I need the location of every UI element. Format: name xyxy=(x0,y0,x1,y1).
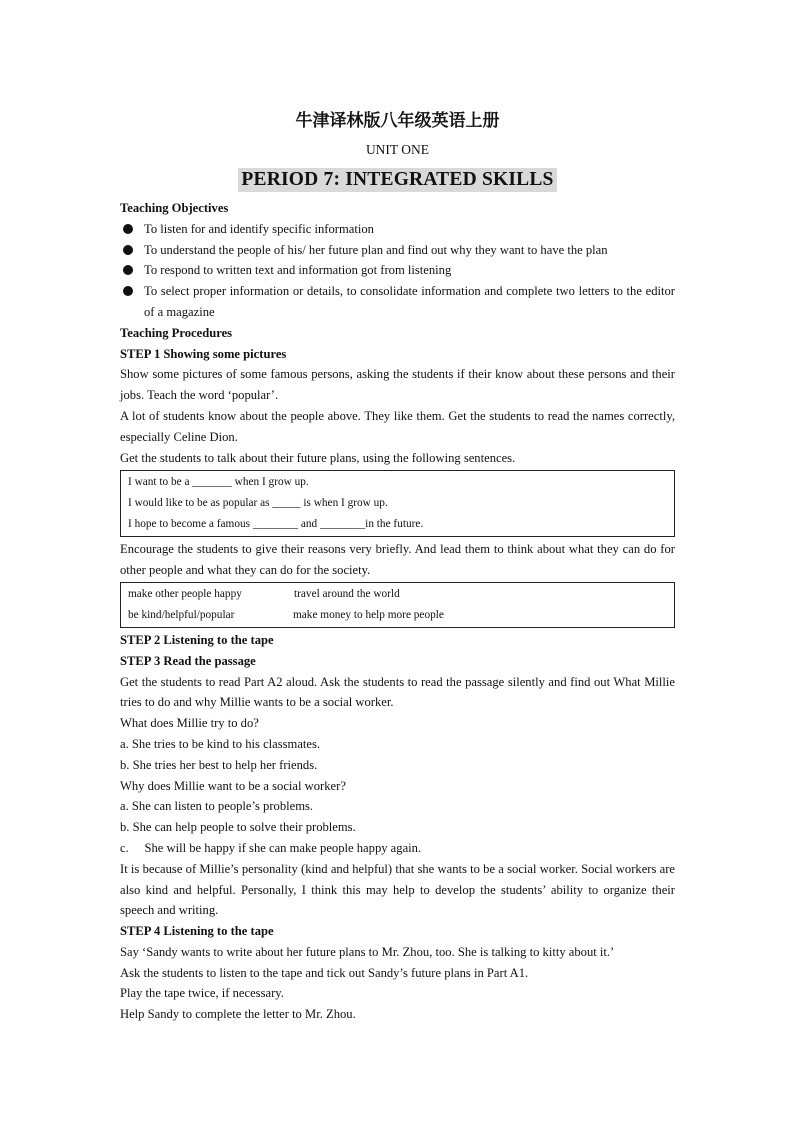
answer-option: b. She tries her best to help her friends. xyxy=(120,757,318,772)
question: Why does Millie want to be a social worker? xyxy=(120,778,346,793)
phrase: make money to help more people xyxy=(293,609,444,622)
answer-option: a. She tries to be kind to his classmates. xyxy=(120,736,321,751)
phrase: make other people happy xyxy=(128,588,242,601)
step4-paragraph: Help Sandy to complete the letter to Mr. Zhou. xyxy=(120,1007,356,1022)
phrase-row xyxy=(128,584,667,605)
bullet-icon xyxy=(123,286,133,296)
unit-label: UNIT ONE xyxy=(365,142,430,157)
objective-item: To select proper information or details, to consolidate information and complete two letters to the editor of a magazine xyxy=(120,281,675,323)
objective-item: To respond to written text and information got from listening xyxy=(120,260,675,281)
phrase-row xyxy=(128,605,667,626)
step1-paragraph: A lot of students know about the people above. They like them. Get the students to read the names correctly, especially Celine Dion. xyxy=(120,408,675,444)
document-page xyxy=(120,100,675,1025)
step4-paragraph: Ask the students to listen to the tape and tick out Sandy’s future plans in Part A1. xyxy=(120,965,529,980)
step1-paragraph: Show some pictures of some famous persons, asking the students if their know about these persons and their jobs. Teach the word ‘popular’. xyxy=(120,367,675,403)
bullet-icon xyxy=(123,245,133,255)
step1-heading: STEP 1 Showing some pictures xyxy=(120,346,287,361)
step1-paragraph: Encourage the students to give their reasons very briefly. And lead them to think about what they can do for other people and what they can do for the society. xyxy=(120,541,675,577)
step3-heading: STEP 3 Read the passage xyxy=(120,653,256,668)
step3-paragraph: Get the students to read Part A2 aloud. Ask the students to read the passage silently and find out What Millie tries to do and why Millie wants to be a social worker. xyxy=(120,674,675,710)
period-heading-wrap xyxy=(120,168,675,198)
step3-paragraph: It is because of Millie’s personality (kind and helpful) that she wants to be a social worker. Social workers are also kind and helpful. Personally, I think this may help to develop the students’ ability to organize their speech and writing. xyxy=(120,861,675,918)
procedures-heading: Teaching Procedures xyxy=(120,325,233,340)
step1-paragraph: Get the students to talk about their future plans, using the following sentences. xyxy=(120,450,516,465)
objective-item: To listen for and identify specific information xyxy=(120,219,675,240)
objective-item: To understand the people of his/ her future plan and find out why they want to have the plan xyxy=(120,240,675,261)
step2-heading: STEP 2 Listening to the tape xyxy=(120,632,274,647)
phrase: be kind/helpful/popular xyxy=(128,609,235,622)
step4-paragraph: Play the tape twice, if necessary. xyxy=(120,986,284,1001)
sentence-patterns-box xyxy=(120,470,675,536)
phrase: travel around the world xyxy=(294,588,400,601)
step4-heading: STEP 4 Listening to the tape xyxy=(120,924,274,939)
step4-paragraph: Say ‘Sandy wants to write about her future plans to Mr. Zhou, too. She is talking to kitty about it.’ xyxy=(120,944,615,959)
bullet-icon xyxy=(123,265,133,275)
sentence-pattern: I hope to become a famous ________ and ________in the future. xyxy=(128,517,424,530)
phrases-box xyxy=(120,582,675,628)
document-title: 牛津译林版八年级英语上册 xyxy=(295,111,500,131)
sentence-pattern: I want to be a _______ when I grow up. xyxy=(128,476,309,489)
objectives-heading: Teaching Objectives xyxy=(120,201,229,215)
answer-option: c. She will be happy if she can make people happy again. xyxy=(120,840,422,855)
answer-option: a. She can listen to people’s problems. xyxy=(120,799,314,814)
sentence-pattern: I would like to be as popular as _____ is when I grow up. xyxy=(128,497,388,510)
question: What does Millie try to do? xyxy=(120,716,259,731)
period-heading: PERIOD 7: INTEGRATED SKILLS xyxy=(238,168,556,192)
bullet-icon xyxy=(123,224,133,234)
answer-option: b. She can help people to solve their problems. xyxy=(120,820,356,835)
